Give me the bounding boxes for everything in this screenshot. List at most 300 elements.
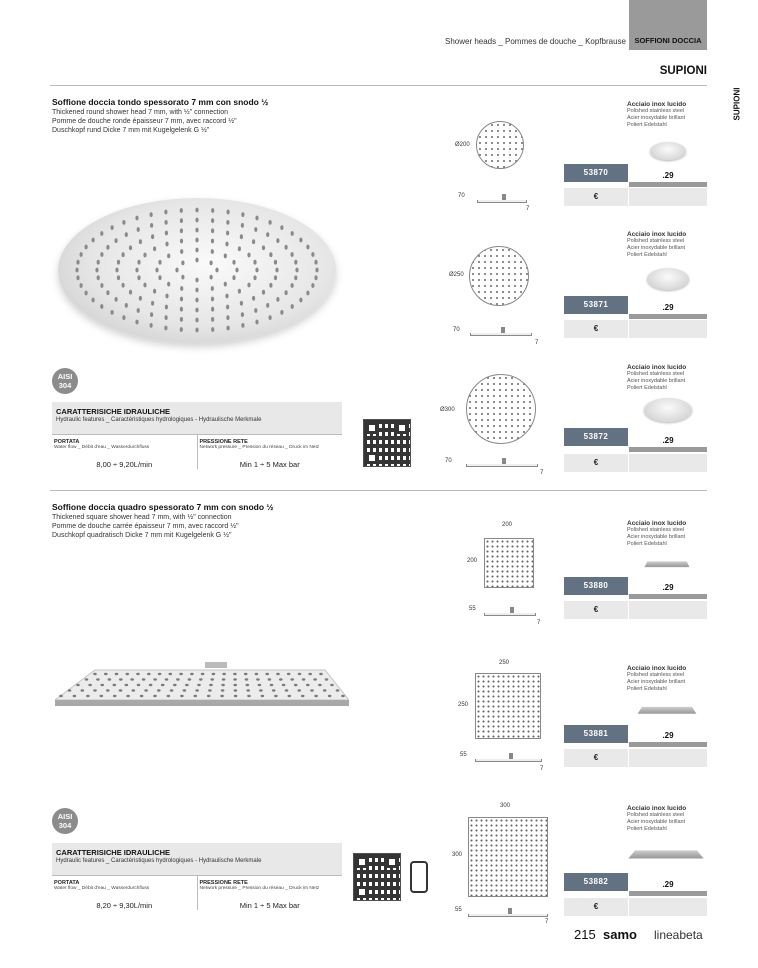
nozzle-dot [185,684,189,686]
finish-name: Acciaio inox lucido [627,805,687,812]
nozzle-dot [287,673,291,675]
product-title: Soffione doccia quadro spessorato 7 mm con snodo ½ [52,502,274,512]
finish-name: Acciaio inox lucido [627,364,687,371]
nozzle-dot [181,275,184,280]
aisi-badge [52,808,78,834]
finish-fr: Acier inoxydable brillant [627,245,686,251]
nozzle-dot [195,258,198,263]
nozzle-dot [336,689,340,691]
nozzle-dot [319,673,323,675]
flow-value: 8,20 ÷ 9,30L/min [96,901,153,910]
nozzle-dot [270,684,274,686]
side-drawing [484,613,536,616]
product-desc-en: Thickened square shower head 7 mm, with ½" connection [52,514,232,521]
nozzle-dot [115,297,118,302]
price-currency: € [564,320,628,338]
dimension-width: 300 [500,803,511,809]
nozzle-dot [259,689,263,691]
nozzle-dot [244,673,248,675]
nozzle-dot [59,695,63,697]
nozzle-dot [140,695,144,697]
nozzle-dot [226,315,229,320]
nozzle-dot [111,225,114,230]
finish-de: Poliert Edelstahl [627,252,667,258]
nozzle-dot [190,673,194,675]
nozzle-dot [233,684,237,686]
nozzle-dot [211,317,214,322]
nozzle-dot [211,249,214,254]
nozzle-dot [274,275,277,280]
finish-fr: Acier inoxydable brillant [627,819,686,825]
product-desc-fr: Pomme de douche ronde épaisseur 7 mm, avec raccord ½" [52,118,237,125]
nozzle-dot [157,689,161,691]
code-strip [629,314,707,319]
side-drawing [477,200,527,203]
nozzle-dot [276,297,279,302]
nozzle-dot [330,684,334,686]
nozzle-dot [253,260,256,265]
dimension-thickness: 7 [545,919,549,925]
side-label-text: SUPIONI [732,87,742,121]
nozzle-dot [234,689,238,691]
nozzle-dot [290,678,294,680]
nozzle-dot [126,673,130,675]
nozzle-dot [285,245,288,250]
nozzle-dot [180,239,183,244]
dimension-thickness: 7 [537,620,541,626]
nozzle-dot [240,301,243,306]
round-shower-head-image [58,198,336,343]
price-cell [629,454,707,472]
nozzle-dot [97,275,100,280]
nozzle-dot [139,296,142,301]
finish-fr: Acier inoxydable brillant [627,679,686,685]
nozzle-dot [80,283,83,288]
nozzle-dot [210,261,213,266]
nozzle-dot [234,695,238,697]
nozzle-dot [226,220,229,225]
dimension-height: 55 [455,907,462,913]
finish-en: Polished stainless steel [627,371,685,377]
nozzle-dot [153,695,157,697]
finish-info [627,665,686,693]
nozzle-dot [226,231,229,236]
nozzle-dot [294,275,297,280]
nozzle-dot [211,208,214,213]
hydraulic-subtitle: Hydraulic features _ Caractéristiques hydrologiques - Hydraulische Merkmale [56,858,262,864]
price-cell [629,601,707,619]
price-cell [629,188,707,206]
nozzle-dot [241,223,244,228]
nozzle-dot [241,323,244,328]
nozzle-dot [224,254,227,259]
nozzle-dot [247,283,250,288]
nozzle-dot [155,268,158,273]
nozzle-dot [122,252,125,257]
nozzle-dot [180,218,183,223]
nozzle-dot [73,695,77,697]
nozzle-dot [85,678,89,680]
nozzle-dot [211,228,214,233]
nozzle-dot [165,242,168,247]
finish-info [627,364,686,392]
hydraulic-subtitle: Hydraulic features _ Caractéristiques hydrologiques - Hydraulische Merkmale [56,417,262,423]
qr-code[interactable] [353,853,401,901]
nozzle-dot [165,305,168,310]
nozzle-dot [139,239,142,244]
nozzle-dot [106,245,109,250]
flow-label: PORTATA [54,880,80,886]
nozzle-dot [294,684,298,686]
nozzle-dot [115,268,118,273]
nozzle-dot [180,286,183,291]
category-path: Shower heads _ Pommes de douche _ Kopfbrause [444,37,626,46]
price-currency: € [564,454,628,472]
finish-thumbnail [647,268,689,290]
product-code: 53871 [564,296,628,314]
nozzle-dot [188,678,192,680]
nozzle-dot [208,689,212,691]
nozzle-dot [211,286,214,291]
nozzle-dot [126,695,130,697]
product-code: 53880 [564,577,628,595]
hydraulic-header [52,402,342,434]
hydraulic-table [52,402,342,469]
nozzle-dot [262,290,265,295]
flow-column [52,435,197,469]
nozzle-dot [211,327,214,332]
finish-name: Acciaio inox lucido [627,665,687,672]
side-drawing [466,464,538,467]
nozzle-dot [135,268,138,273]
nozzle-dot [113,695,117,697]
nozzle-dot [268,678,272,680]
nozzle-dot [135,320,138,325]
nozzle-dot [255,673,259,675]
nozzle-dot [144,689,148,691]
nozzle-dot [301,695,305,697]
finish-info [627,101,686,129]
nozzle-dot [153,678,157,680]
nozzle-dot [291,252,294,257]
nozzle-dot [252,239,255,244]
nozzle-dot [164,326,167,331]
nozzle-dot [179,673,183,675]
nozzle-dot [255,216,258,221]
nozzle-dot [295,268,298,273]
flow-sublabel: Water flow _ Débit d'eau _ Wasserdurchfluss [54,886,150,891]
nozzle-dot [265,673,269,675]
nozzle-dot [129,290,132,295]
price-currency: € [564,749,628,767]
plan-drawing [466,374,536,444]
nozzle-dot [302,678,306,680]
dimension-height: 55 [460,752,467,758]
nozzle-dot [153,289,156,294]
nozzle-dot [151,301,154,306]
nozzle-dot [100,231,103,236]
code-suffix: .29 [662,583,674,592]
nozzle-dot [299,238,302,243]
nozzle-dot [241,312,244,317]
dimension-depth: 250 [458,702,469,708]
nozzle-dot [150,323,153,328]
nozzle-dot [158,275,161,280]
finish-name: Acciaio inox lucido [627,520,687,527]
nozzle-dot [221,684,225,686]
finish-de: Poliert Edelstahl [627,686,667,692]
nozzle-dot [115,673,119,675]
nozzle-dot [180,327,183,332]
price-currency: € [564,188,628,206]
product-desc-de: Duschkopf quadratisch Dicke 7 mm mit Kugelgelenk G ½" [52,532,232,539]
pressure-sublabel: Network pressure _ Pression du réseau _ Druck im Netz [199,886,320,891]
nozzle-dot [180,297,183,302]
nozzle-dot [158,673,162,675]
code-suffix: .29 [662,436,674,445]
nozzle-dot [314,260,317,265]
nozzle-dot [323,689,327,691]
code-suffix: .29 [662,880,674,889]
nozzle-dot [311,283,314,288]
nozzle-dot [314,695,318,697]
nozzle-dot [246,689,250,691]
nozzle-dot [137,227,140,232]
nozzle-dot [207,695,211,697]
nozzle-dot [180,249,183,254]
nozzle-dot [299,298,302,303]
finish-de: Poliert Edelstahl [627,385,667,391]
nozzle-dot [280,225,283,230]
nozzle-dot [115,238,118,243]
code-suffix: .29 [662,303,674,312]
code-strip [629,742,707,747]
price-cell [629,749,707,767]
nozzle-dot [137,684,141,686]
finish-name: Acciaio inox lucido [627,101,687,108]
nozzle-dot [150,223,153,228]
nozzle-dot [195,288,198,293]
pressure-sublabel: Network pressure _ Pression du réseau _ Druck im Netz [199,445,320,450]
pressure-label: PRESSIONE RETE [199,439,248,445]
plan-drawing [469,246,529,306]
nozzle-dot [195,298,198,303]
finish-thumbnail [644,561,689,567]
nozzle-dot [176,678,180,680]
product-desc-en: Thickened round shower head 7 mm, with ½" connection [52,109,229,116]
nozzle-dot [291,304,294,309]
nozzle-dot [308,673,312,675]
nozzle-dot [310,689,314,691]
section-tab-label: SOFFIONI DOCCIA [634,36,702,45]
dimension-height: 70 [458,193,465,199]
nozzle-dot [276,238,279,243]
plan-drawing [484,538,534,588]
nozzle-dot [143,283,146,288]
aisi-text: AISI 304 [57,372,73,390]
nozzle-dot [150,312,153,317]
dimension-thickness: 7 [540,470,544,476]
nozzle-dot [266,303,269,308]
code-strip [629,891,707,896]
dimension-thickness: 7 [526,206,530,212]
nozzle-dot [100,252,103,257]
nozzle-dot [161,684,165,686]
nozzle-dot [246,684,250,686]
side-drawing [470,333,532,336]
finish-de: Poliert Edelstahl [627,826,667,832]
nozzle-dot [181,261,184,266]
nozzle-dot [210,275,213,280]
nozzle-dot [215,268,218,273]
nozzle-dot [149,684,153,686]
side-label [730,84,744,124]
nozzle-dot [195,689,199,691]
nozzle-dot [100,283,103,288]
nozzle-dot [165,231,168,236]
nozzle-dot [275,268,278,273]
dimension-height: 70 [453,327,460,333]
flow-column [52,876,197,910]
aisi-badge [52,368,78,394]
pressure-column [197,435,343,469]
nozzle-dot [75,268,78,273]
pressure-value: Min 1 ÷ 5 Max bar [239,460,300,469]
pressure-label: PRESSIONE RETE [199,880,248,886]
nozzle-dot [92,298,95,303]
page-title: SUPIONI [659,65,707,77]
nozzle-dot [113,684,117,686]
nozzle-dot [180,208,183,213]
nozzle-dot [95,268,98,273]
dimension-height: 70 [445,458,452,464]
nozzle-dot [313,678,317,680]
nozzle-dot [227,326,230,331]
nozzle-dot [86,695,90,697]
product-desc-fr: Pomme de douche carrée épaisseur 7 mm, avec raccord ½" [52,523,239,530]
side-drawing [468,914,548,917]
dimension-diameter: Ø250 [449,272,464,278]
product-code: 53870 [564,164,628,182]
finish-info [627,231,686,259]
nozzle-dot [269,252,272,257]
square-shower-head-image [55,662,349,718]
finish-en: Polished stainless steel [627,672,685,678]
nozzle-dot [165,678,169,680]
nozzle-dot [314,275,317,280]
dimension-width: 200 [502,522,513,528]
finish-en: Polished stainless steel [627,238,685,244]
nozzle-dot [167,282,170,287]
nozzle-dot [211,218,214,223]
qr-code[interactable] [363,419,411,467]
section-tab [629,0,707,50]
finish-thumbnail [638,707,697,714]
nozzle-dot [132,689,136,691]
nozzle-dot [210,678,214,680]
nozzle-dot [165,294,168,299]
nozzle-dot [147,673,151,675]
nozzle-dot [142,678,146,680]
nozzle-dot [97,260,100,265]
finish-de: Poliert Edelstahl [627,541,667,547]
nozzle-dot [195,238,198,243]
nozzle-dot [76,684,80,686]
plan-drawing [475,673,541,739]
nozzle-dot [85,245,88,250]
nozzle-dot [76,260,79,265]
finish-en: Polished stainless steel [627,527,685,533]
nozzle-dot [125,232,128,237]
plan-drawing [468,817,548,897]
nozzle-dot [165,315,168,320]
nozzle-dot [88,684,92,686]
nozzle-dot [269,283,272,288]
finish-thumbnail [644,398,692,422]
nozzle-dot [253,275,256,280]
nozzle-dot [288,695,292,697]
nozzle-dot [136,673,140,675]
nozzle-dot [106,290,109,295]
nozzle-dot [195,278,198,283]
nozzle-dot [254,227,257,232]
nozzle-dot [225,242,228,247]
nozzle-dot [315,268,318,273]
nozzle-dot [151,234,154,239]
nozzle-dot [274,260,277,265]
finish-de: Poliert Edelstahl [627,122,667,128]
finish-thumbnail [650,142,686,160]
dimension-thickness: 7 [535,340,539,346]
nozzle-dot [211,307,214,312]
nozzle-dot [291,283,294,288]
nozzle-dot [92,238,95,243]
product-code: 53882 [564,873,628,891]
flow-sublabel: Water flow _ Débit d'eau _ Wasserdurchfluss [54,445,150,450]
nozzle-dot [227,210,230,215]
nozzle-dot [180,317,183,322]
finish-fr: Acier inoxydable brillant [627,534,686,540]
nozzle-dot [183,689,187,691]
nozzle-dot [153,246,156,251]
nozzle-dot [169,673,173,675]
nozzle-dot [269,315,272,320]
nozzle-dot [195,328,198,333]
nozzle-dot [311,252,314,257]
sub-brand-logo: lineabeta [654,928,703,942]
nozzle-dot [180,307,183,312]
nozzle-dot [85,291,88,296]
dimension-depth: 200 [467,558,478,564]
nozzle-dot [135,216,138,221]
nozzle-dot [122,283,125,288]
nozzle-dot [180,695,184,697]
price-cell [629,898,707,916]
finish-fr: Acier inoxydable brillant [627,378,686,384]
nozzle-dot [285,689,289,691]
nozzle-dot [93,689,97,691]
nozzle-dot [130,678,134,680]
nozzle-dot [224,282,227,287]
nozzle-dot [256,678,260,680]
nozzle-dot [125,684,129,686]
code-strip [629,447,707,452]
nozzle-dot [211,239,214,244]
finish-info [627,805,686,833]
product-code: 53881 [564,725,628,743]
nozzle-dot [167,254,170,259]
nozzle-dot [262,245,265,250]
